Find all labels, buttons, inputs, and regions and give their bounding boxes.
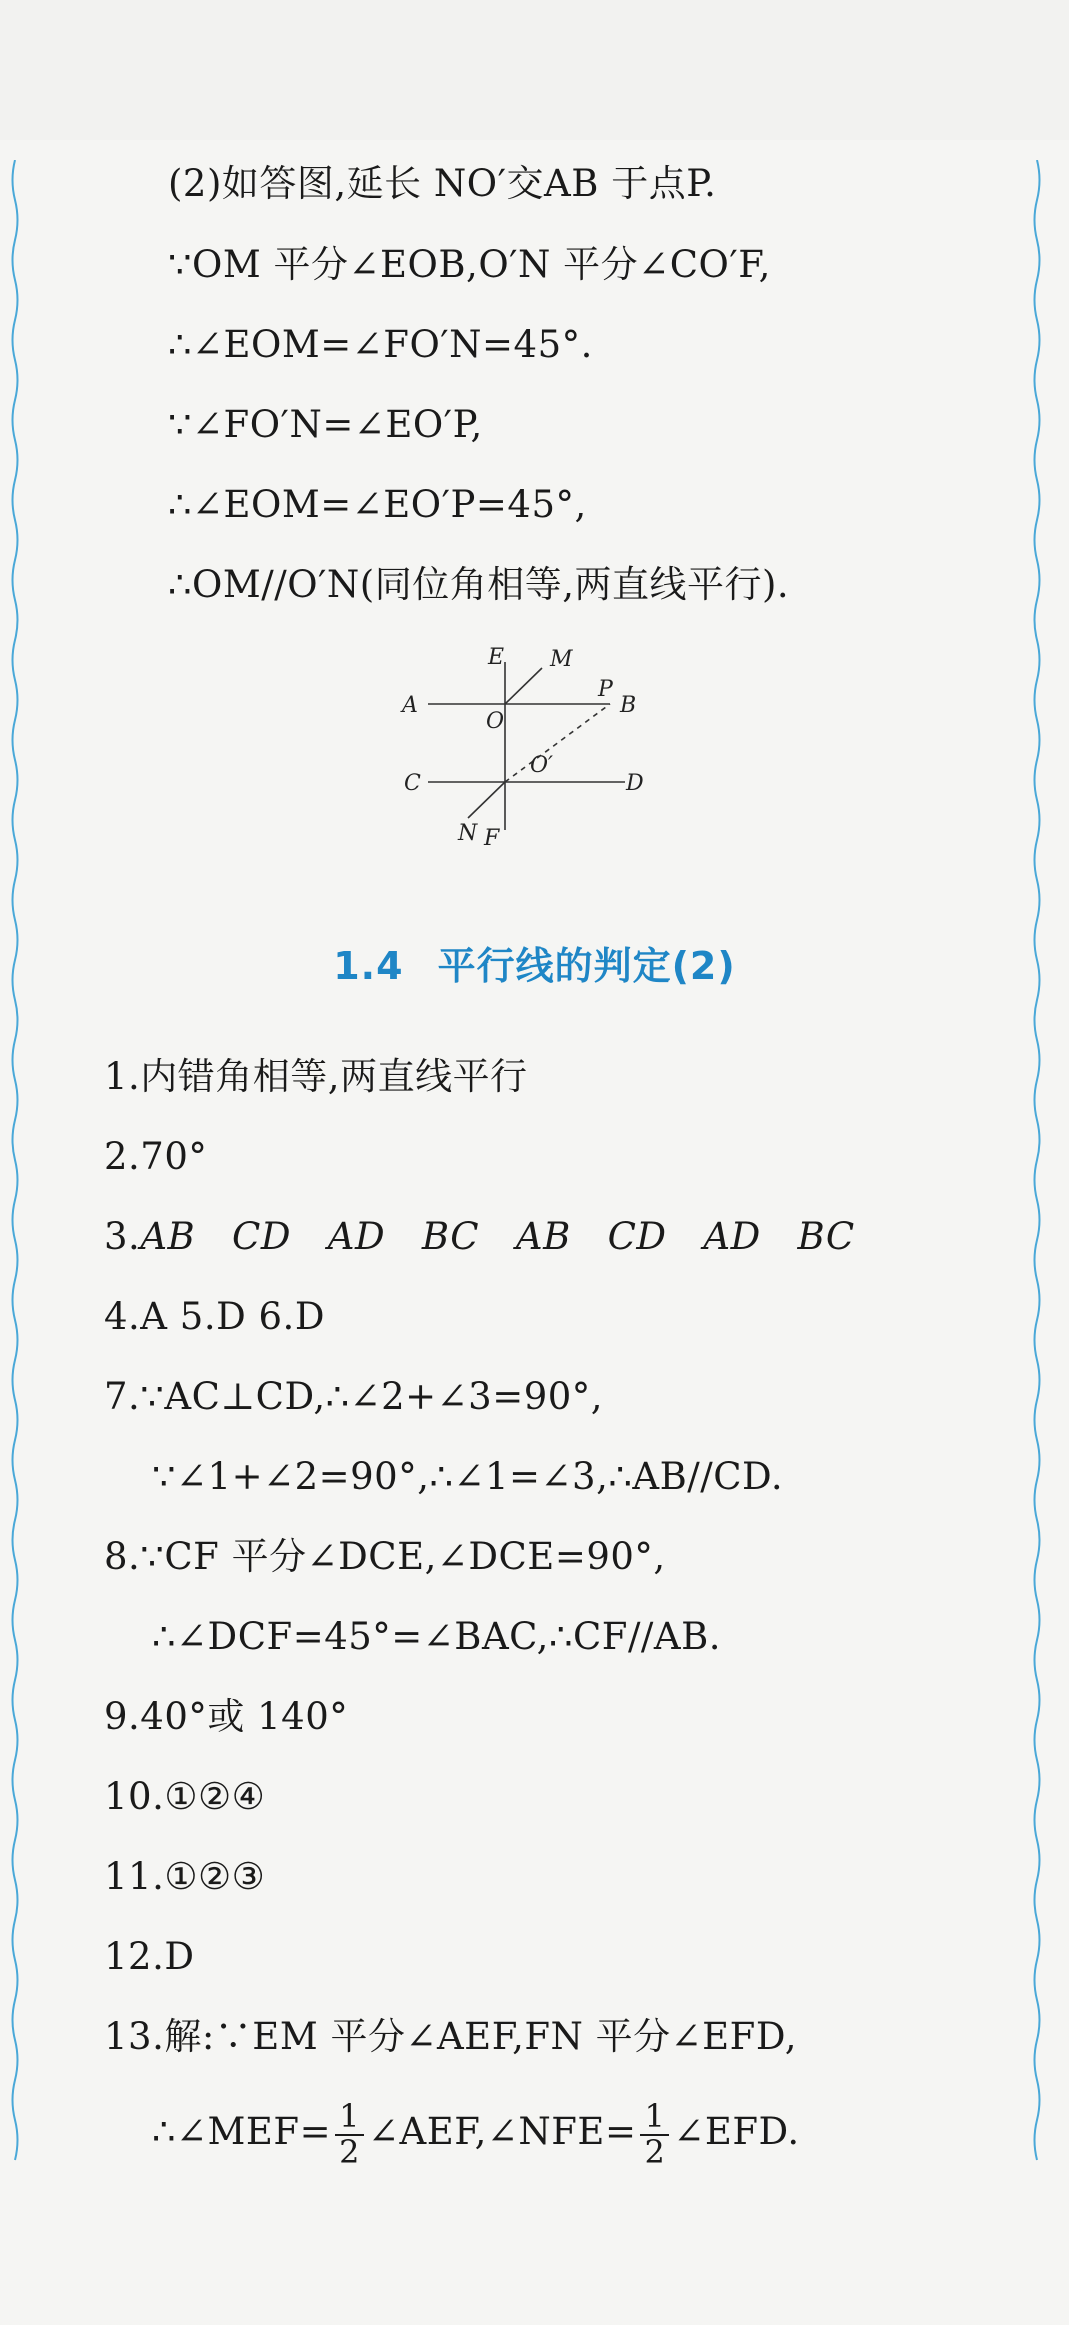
answer-3-values: AB CD AD BC AB CD AD BC [140,1215,855,1258]
label-d: D [626,771,644,796]
line-o2n [468,782,505,818]
answer-7-line-2: ∵∠1+∠2=90°,∴∠1=∠3,∴AB//CD. [152,1455,784,1498]
section-heading [0,935,1069,990]
right-margin-wavy-line [1030,160,1044,2180]
label-a: A [402,693,418,718]
proof-line-5: ∴∠EOM=∠EO′P=45°, [168,483,587,526]
geometry-diagram [400,640,660,860]
answer-9: 9.40°或 140° [104,1695,349,1738]
answer-8-line-2: ∴∠DCF=45°=∠BAC,∴CF//AB. [152,1615,722,1658]
proof-line-3: ∴∠EOM=∠FO′N=45°. [168,323,593,366]
section-title: 平行线的判定(2) [437,944,736,988]
label-b: B [620,693,637,718]
fraction-numerator: 1 [640,2100,669,2136]
answer-11: 11.①②③ [104,1855,266,1898]
answer-4-6: 4.A 5.D 6.D [104,1295,325,1338]
answer-13-part-b: ∠AEF,∠NFE= [367,2110,637,2154]
section-number: 1.4 [333,944,404,988]
label-e: E [488,645,505,670]
proof-line-4: ∵∠FO′N=∠EO′P, [168,403,483,446]
line-om [505,668,542,704]
label-f: F [484,826,500,851]
line-po2-dashed [505,704,610,782]
answer-13-line-1: 13.解:∵EM 平分∠AEF,FN 平分∠EFD, [104,2015,797,2058]
proof-line-6: ∴OM//O′N(同位角相等,两直线平行). [168,563,790,606]
answer-1: 1.内错角相等,两直线平行 [104,1055,528,1098]
label-o: O [486,709,505,734]
fraction-one-half-1 [335,2097,364,2171]
proof-line-1: (2)如答图,延长 NO′交AB 于点P. [168,162,717,205]
answer-13-line-2 [152,2097,800,2171]
label-c: C [404,771,421,796]
label-m: M [550,647,573,672]
label-p: P [598,677,613,702]
label-o-prime: O′ [530,753,554,778]
answer-13-part-a: ∴∠MEF= [152,2110,332,2154]
answer-10: 10.①②④ [104,1775,266,1818]
proof-line-2: ∵OM 平分∠EOB,O′N 平分∠CO′F, [168,243,771,286]
fraction-one-half-2 [640,2097,669,2171]
answer-12: 12.D [104,1935,195,1978]
answer-8-line-1: 8.∵CF 平分∠DCE,∠DCE=90°, [104,1535,666,1578]
answer-3-number: 3. [104,1215,141,1258]
fraction-denominator: 2 [339,2132,360,2171]
answer-2: 2.70° [104,1135,208,1178]
left-margin-wavy-line [8,160,22,2180]
answer-13-part-c: ∠EFD. [673,2110,800,2154]
label-n: N [458,821,478,846]
answer-3 [104,1215,855,1258]
answer-7-line-1: 7.∵AC⊥CD,∴∠2+∠3=90°, [104,1375,604,1418]
page-top-strip [0,0,1069,140]
fraction-numerator: 1 [335,2100,364,2136]
fraction-denominator: 2 [644,2132,666,2171]
